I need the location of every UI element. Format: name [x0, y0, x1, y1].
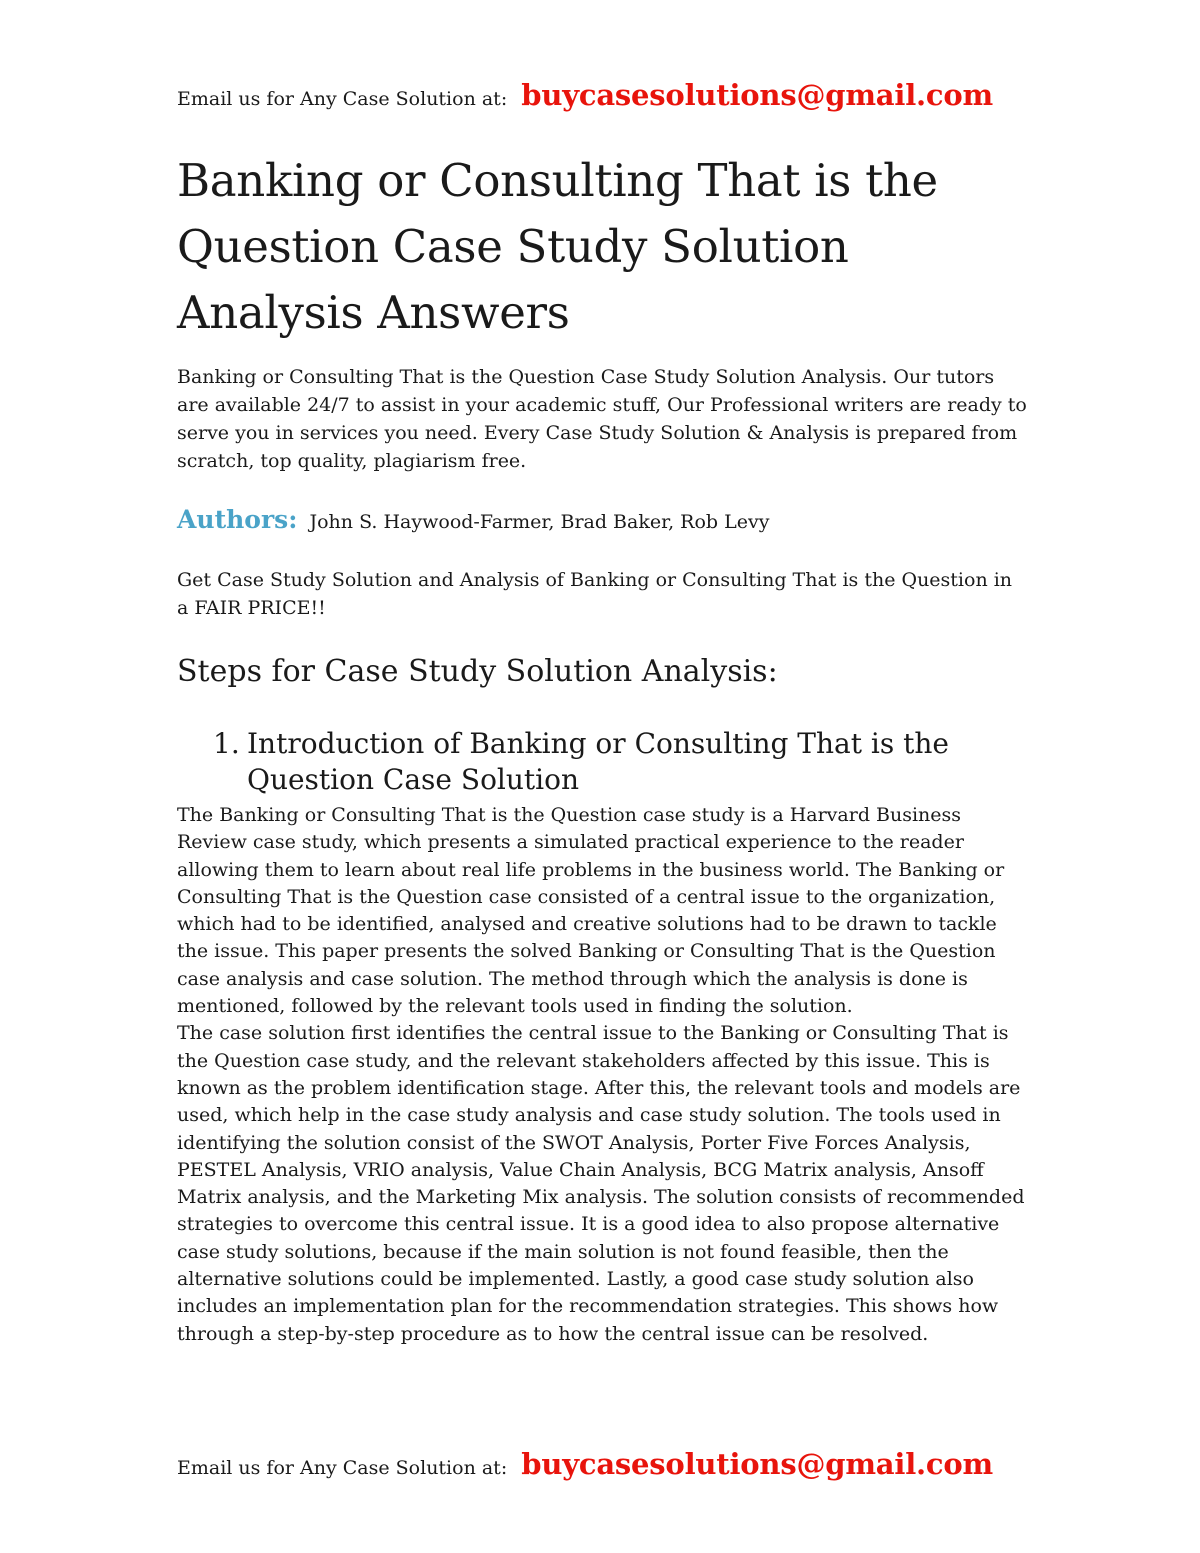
section-1-heading: [213, 726, 1013, 798]
body-paragraph-1: The Banking or Consulting That is the Question case study is a Harvard Business Review case study, which presents a simulated practical experience to the reader allowing them to learn about real life problems in the business world. The Banking or Consulting That is the Question case consisted of a central issue to the organization, which had to be identified, analysed and creative solutions had to be drawn to tackle the issue. This paper presents the solved Banking or Consulting That is the Question case analysis and case solution. The method through which the analysis is done is mentioned, followed by the relevant tools used in finding the solution.: [177, 804, 1005, 1018]
authors-line: [177, 505, 1027, 537]
email-banner-top: [177, 78, 993, 112]
email-prefix: Email us for Any Case Solution at:: [177, 88, 508, 110]
email-address-link[interactable]: buycasesolutions@gmail.com: [521, 1447, 994, 1481]
section-1-heading-text: Introduction of Banking or Consulting That is the Question Case Solution: [247, 727, 949, 796]
email-prefix: Email us for Any Case Solution at:: [177, 1457, 508, 1479]
fair-price-paragraph: Get Case Study Solution and Analysis of Banking or Consulting That is the Question in a FAIR PRICE!!: [177, 569, 1013, 619]
authors-names: John S. Haywood-Farmer, Brad Baker, Rob Levy: [309, 511, 770, 533]
section-1-number: 1.: [213, 727, 240, 760]
email-address-link[interactable]: buycasesolutions@gmail.com: [521, 78, 994, 112]
email-banner-bottom: [177, 1447, 993, 1481]
steps-heading: Steps for Case Study Solution Analysis:: [177, 654, 778, 689]
page-title: Banking or Consulting That is the Question Case Study Solution Analysis Answers: [177, 154, 938, 339]
section-1-body: [177, 802, 1027, 1348]
authors-label: Authors:: [177, 505, 298, 534]
body-paragraph-2: The case solution first identifies the central issue to the Banking or Consulting That is the Question case study, and the relevant stakeholders affected by this issue. This is known as the problem identification stage. After this, the relevant tools and models are used, which help in the case study analysis and case study solution. The tools used in identifying the solution consist of the SWOT Analysis, Porter Five Forces Analysis, PESTEL Analysis, VRIO analysis, Value Chain Analysis, BCG Matrix analysis, Ansoff Matrix analysis, and the Marketing Mix analysis. The solution consists of recommended strategies to overcome this central issue. It is a good idea to also propose alternative case study solutions, because if the main solution is not found feasible, then the alternative solutions could be implemented. Lastly, a good case study solution also includes an implementation plan for the recommendation strategies. This shows how through a step-by-step procedure as to how the central issue can be resolved.: [177, 1022, 1025, 1345]
intro-paragraph: Banking or Consulting That is the Question Case Study Solution Analysis. Our tutors are available 24/7 to assist in your academic stuff, Our Professional writers are ready to serve you in services you need. Every Case Study Solution & Analysis is prepared from scratch, top quality, plagiarism free.: [177, 366, 1027, 472]
